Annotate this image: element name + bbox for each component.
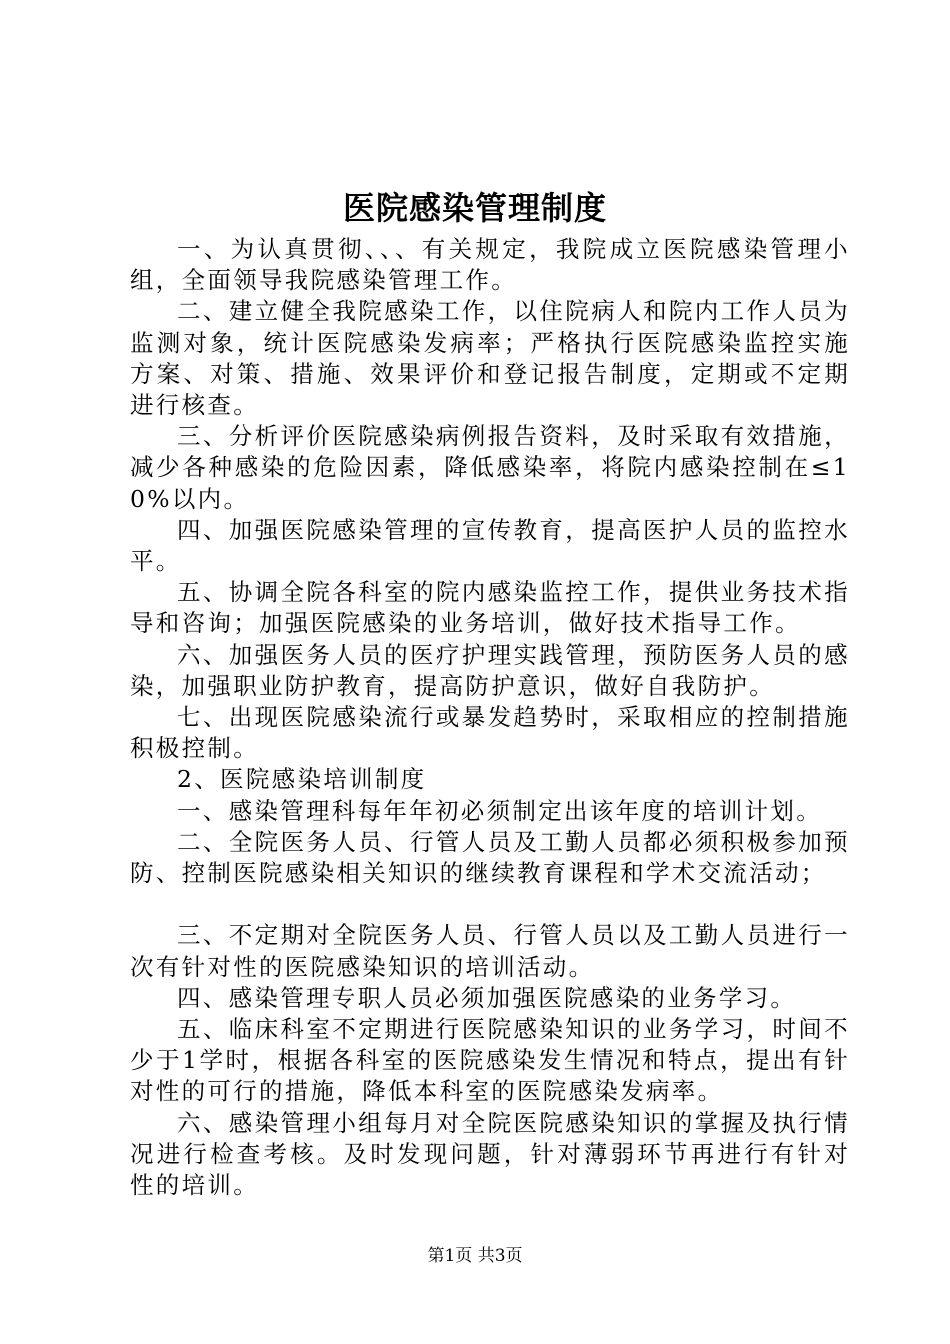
paragraph-5: 五、协调全院各科室的院内感染监控工作，提供业务技术指导和咨询；加强医院感染的业务培训，做好技术指导工作。: [130, 578, 850, 638]
page-number-footer: 第1页 共3页: [427, 1246, 523, 1266]
paragraph-1: 一、为认真贯彻、、、有关规定，我院成立医院感染管理小组，全面领导我院感染管理工作。: [130, 235, 850, 295]
paragraph-2: 二、建立健全我院感染工作，以住院病人和院内工作人员为监测对象，统计医院感染发病率；严格执行医院感染监控实施方案、对策、措施、效果评价和登记报告制度，定期或不定期进行核查。: [130, 297, 850, 420]
paragraph-4: 四、加强医院感染管理的宣传教育，提高医护人员的监控水平。: [130, 515, 850, 576]
document-title: 医院感染管理制度: [342, 189, 607, 227]
paragraph-3: 三、分析评价医院感染病例报告资料，及时采取有效措施，减少各种感染的危险因素，降低感染率，将院内感染控制在≤10%以内。: [130, 422, 850, 513]
section-heading-training: 2、医院感染培训制度: [177, 765, 427, 794]
training-paragraph-5: 五、临床科室不定期进行医院感染知识的业务学习，时间不少于1学时，根据各科室的医院感染发生情况和特点，提出有针对性的可行的措施，降低本科室的医院感染发病率。: [130, 1015, 850, 1106]
training-paragraph-1: 一、感染管理科每年年初必须制定出该年度的培训计划。: [177, 796, 822, 825]
document-body: [130, 234, 850, 1201]
training-paragraph-6: 六、感染管理小组每月对全院医院感染知识的掌握及执行情况进行检查考核。及时发现问题，针对薄弱环节再进行有针对性的培训。: [130, 1108, 850, 1200]
training-paragraph-4: 四、感染管理专职人员必须加强医院感染的业务学习。: [177, 983, 797, 1012]
paragraph-7: 七、出现医院感染流行或暴发趋势时，采取相应的控制措施积极控制。: [130, 703, 850, 763]
paragraph-6: 六、加强医务人员的医疗护理实践管理，预防医务人员的感染，加强职业防护教育，提高防护意识，做好自我防护。: [130, 640, 850, 700]
training-paragraph-3: 三、不定期对全院医务人员、行管人员以及工勤人员进行一次有针对性的医院感染知识的培训活动。: [130, 921, 850, 981]
training-paragraph-2: 二、全院医务人员、行管人员及工勤人员都必须积极参加预防、控制医院感染相关知识的继续教育课程和学术交流活动；: [130, 827, 850, 888]
